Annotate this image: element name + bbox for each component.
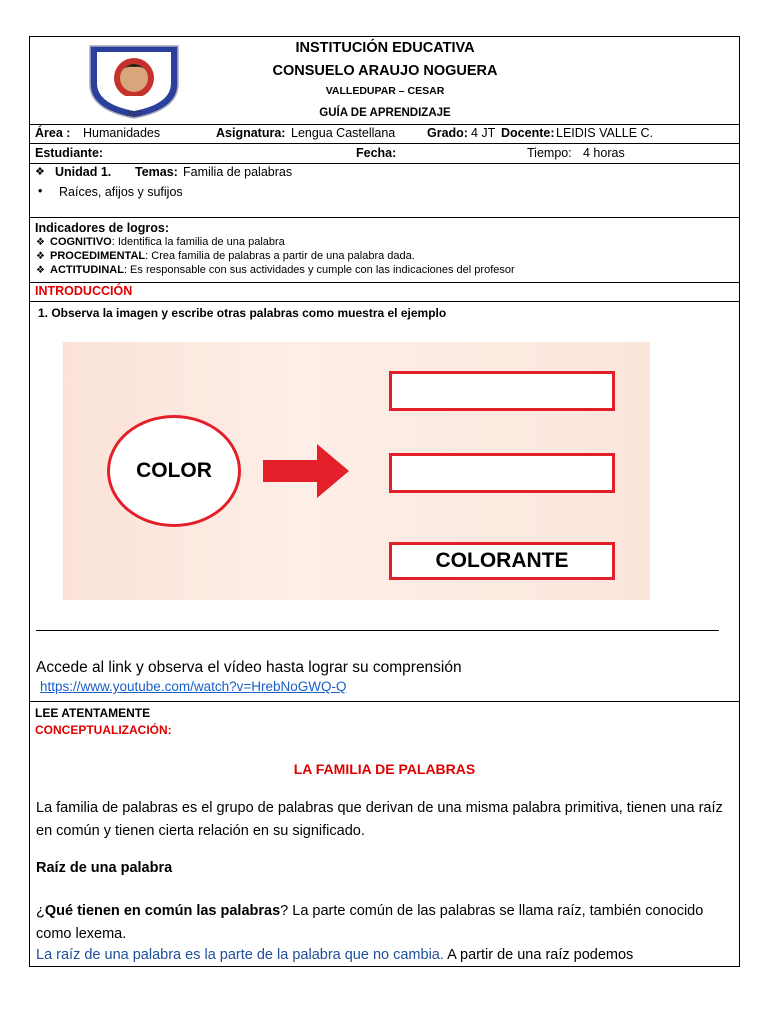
grade-value: 4 JT — [471, 126, 496, 140]
indicator-text: : Crea familia de palabras a partir de una palabra dada. — [145, 250, 415, 262]
student-row — [30, 144, 739, 164]
student-label: Estudiante: — [35, 146, 104, 160]
example-word-box: COLORANTE — [389, 542, 615, 580]
definition-paragraph: La familia de palabras es el grupo de palabras que derivan de una misma palabra primitiva, tienen una raíz en común y tienen cierta relación en su significado. — [36, 800, 723, 839]
unit-row — [30, 164, 739, 218]
family-heading: LA FAMILIA DE PALABRAS — [293, 761, 476, 777]
teacher-label: Docente: — [501, 126, 555, 140]
indicator-text: : Es responsable con sus actividades y cumple con las indicaciones del profesor — [123, 264, 515, 276]
intro-title: INTRODUCCIÓN — [35, 284, 133, 298]
diamond-bullet-icon: ❖ — [36, 265, 45, 276]
root-definition-highlight: La raíz de una palabra es la parte de la palabra que no cambia. — [36, 947, 444, 963]
indicators-title: Indicadores de logros: — [35, 221, 170, 235]
question-rest: ? La parte común de las palabras se llama raíz, también conocido como lexema. — [36, 903, 704, 942]
read-label: LEE ATENTAMENTE — [35, 706, 151, 720]
subtopic: Raíces, afijos y sufijos — [59, 185, 183, 199]
subject-label: Asignatura: — [216, 126, 286, 140]
indicator-cognitive — [36, 236, 285, 248]
bullet-icon: • — [38, 184, 43, 198]
indicator-procedural — [36, 250, 415, 262]
root-definition — [36, 944, 736, 967]
answer-box-2[interactable] — [389, 453, 615, 493]
video-instruction: Accede al link y observa el vídeo hasta lograr su comprensión — [36, 659, 462, 676]
time-value: 4 horas — [583, 146, 625, 160]
school-crest-icon — [84, 40, 184, 120]
intro-row — [30, 283, 739, 302]
answer-line[interactable] — [36, 630, 719, 631]
root-subheading: Raíz de una palabra — [36, 860, 173, 876]
exercise-instruction: 1. Observa la imagen y escribe otras palabras como muestra el ejemplo — [38, 306, 447, 320]
diamond-bullet-icon: ❖ — [36, 251, 45, 262]
indicators-row — [30, 218, 739, 283]
video-link[interactable]: https://www.youtube.com/watch?v=HrebNoGWQ-Q — [40, 679, 347, 694]
diamond-bullet-icon: ❖ — [36, 237, 45, 248]
root-word-circle: COLOR — [107, 415, 241, 527]
right-arrow-icon — [263, 444, 349, 498]
question-bold: Qué tienen en común las palabras — [44, 903, 281, 919]
institution-title: INSTITUCIÓN EDUCATIVA — [295, 40, 475, 56]
teacher-value: LEIDIS VALLE C. — [556, 126, 654, 140]
question-paragraph: ¿Qué tienen en común las palabras? La parte común de las palabras se llama raíz, también conocido como lexema. — [36, 903, 704, 942]
unit-label: Unidad 1. — [55, 165, 112, 179]
concept-title: CONCEPTUALIZACIÓN: — [35, 723, 172, 737]
date-label: Fecha: — [356, 146, 397, 160]
diamond-bullet-icon: ❖ — [35, 166, 45, 178]
indicator-text: : Identifica la familia de una palabra — [111, 236, 285, 248]
word-family-figure — [63, 342, 650, 600]
area-value: Humanidades — [83, 126, 161, 140]
area-label: Área : — [35, 126, 71, 140]
subject-value: Lengua Castellana — [291, 126, 396, 140]
time-label: Tiempo: — [527, 146, 572, 160]
indicator-label: ACTITUDINAL — [50, 264, 124, 276]
indicator-label: PROCEDIMENTAL — [50, 250, 146, 262]
guide-title: GUÍA DE APRENDIZAJE — [319, 107, 451, 119]
indicator-label: COGNITIVO — [50, 236, 112, 248]
exercise-row — [30, 302, 739, 702]
answer-box-1[interactable] — [389, 371, 615, 411]
crest-year: 2007 — [126, 111, 142, 118]
school-name: CONSUELO ARAUJO NOGUERA — [272, 63, 498, 79]
root-definition-rest: A partir de una raíz podemos — [443, 947, 634, 963]
grade-label: Grado: — [427, 126, 468, 140]
learning-guide-page — [29, 36, 740, 967]
header-section — [30, 37, 739, 125]
topics-label: Temas: — [135, 165, 178, 179]
topics-value: Familia de palabras — [183, 165, 293, 179]
school-location: VALLEDUPAR – CESAR — [325, 85, 445, 97]
indicator-attitudinal — [36, 264, 515, 276]
area-row — [30, 125, 739, 144]
